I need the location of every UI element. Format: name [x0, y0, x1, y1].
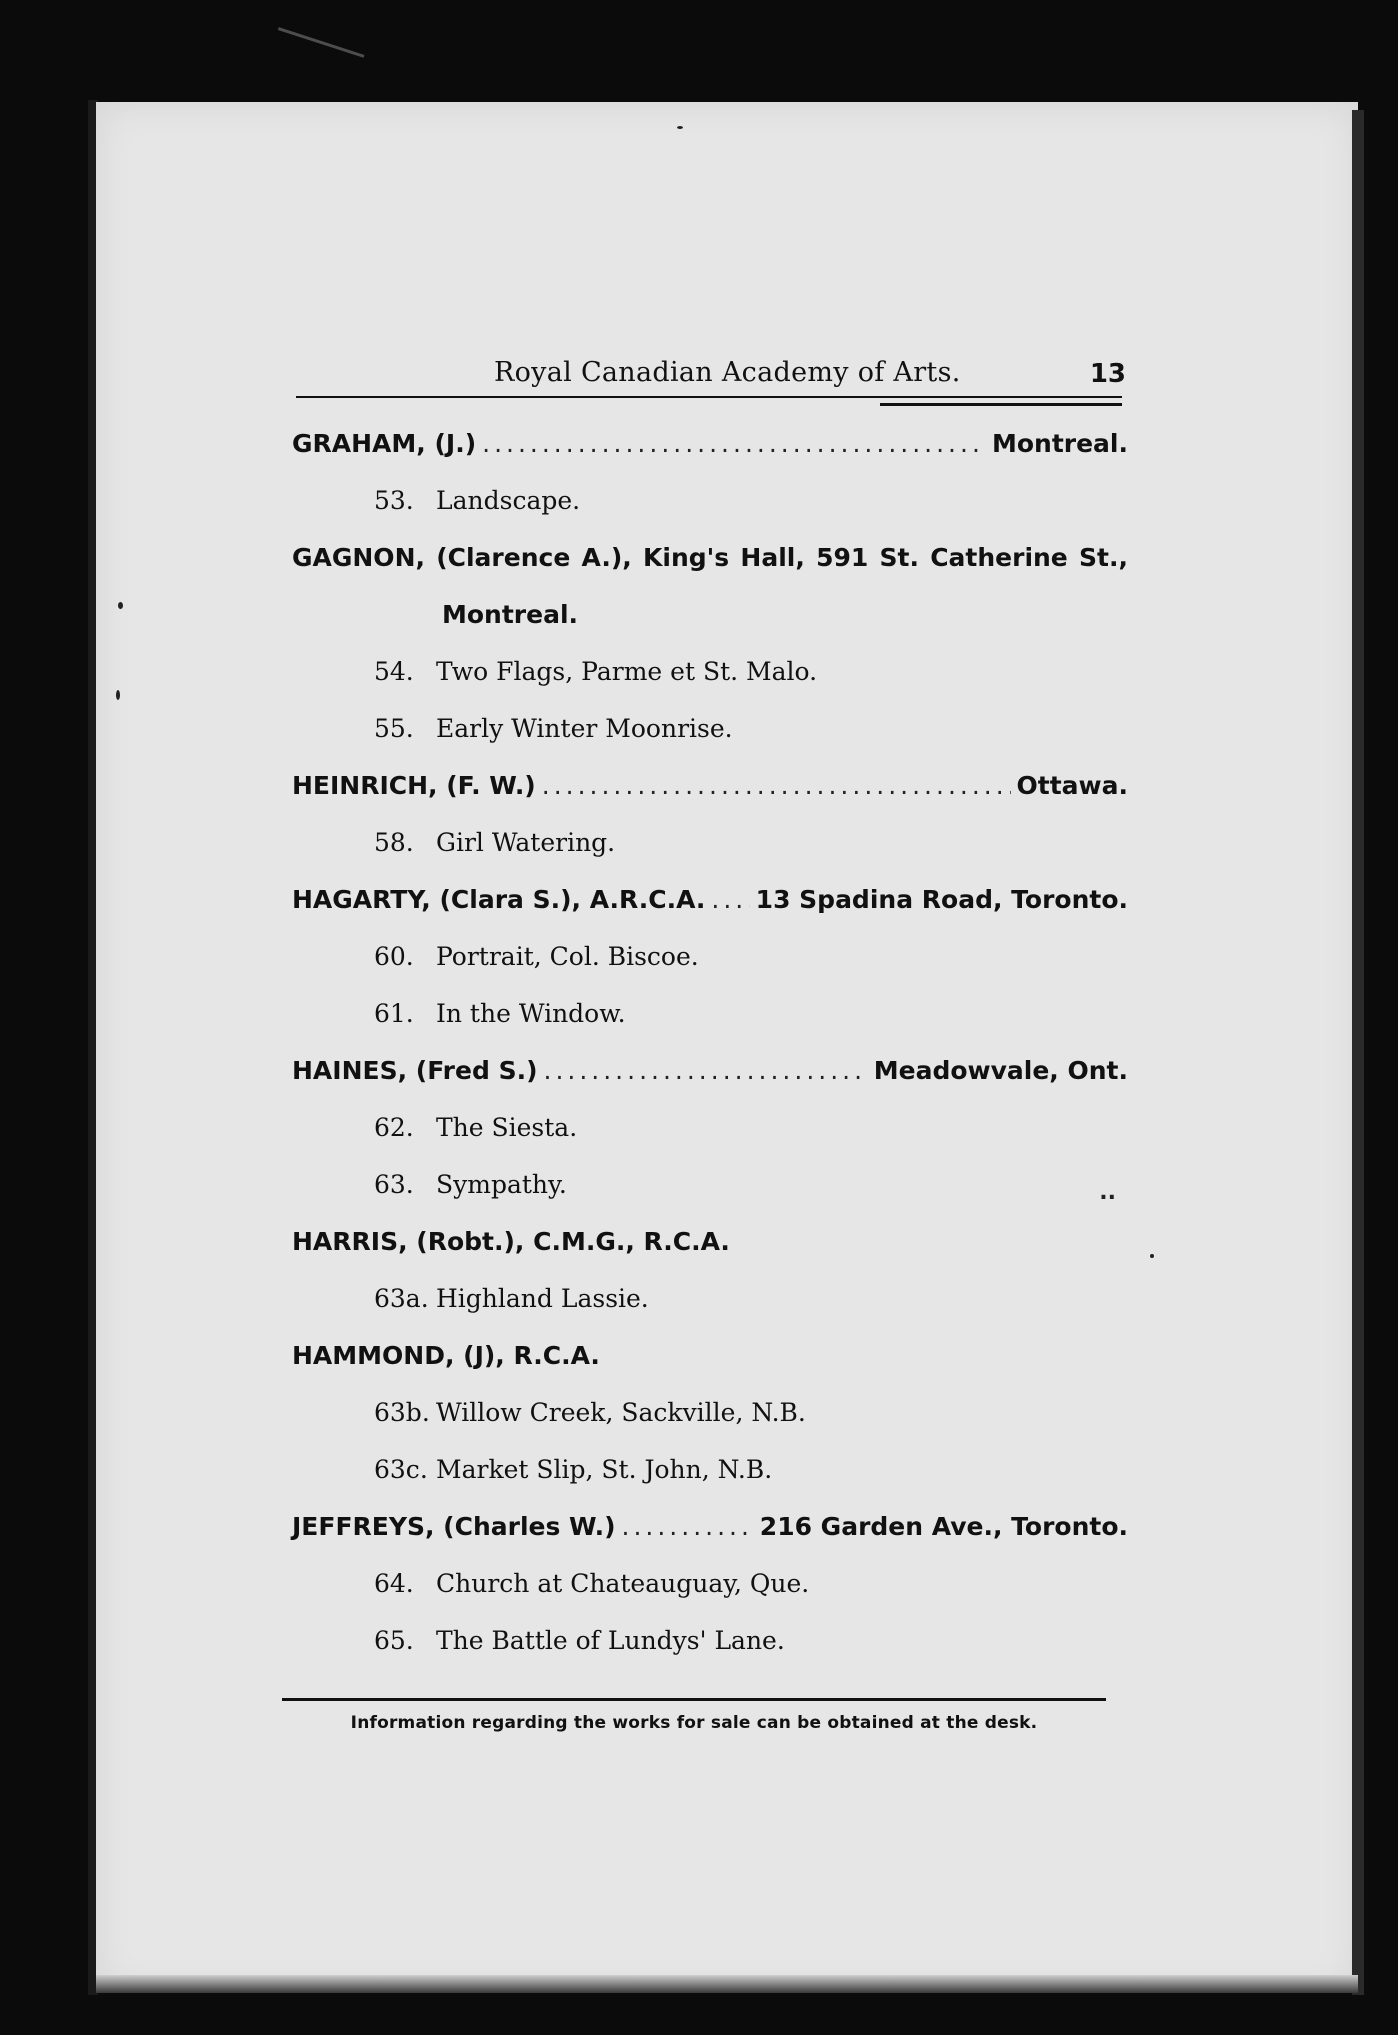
margin-speck — [118, 602, 123, 609]
work-title: Early Winter Moonrise. — [436, 714, 733, 743]
work-title: Portrait, Col. Biscoe. — [436, 942, 699, 971]
work-title: Sympathy. — [436, 1170, 567, 1199]
artist-list — [292, 415, 1128, 1669]
dot-leader — [482, 415, 986, 472]
work-item — [292, 700, 1128, 757]
artist-address-part: 591 — [816, 543, 869, 572]
work-item — [292, 1099, 1128, 1156]
work-item — [292, 472, 1128, 529]
margin-speck — [677, 126, 683, 129]
artist-location: Montreal. — [442, 600, 579, 629]
work-number: 60. — [374, 942, 414, 971]
margin-speck — [1150, 1254, 1154, 1258]
dot-leader — [711, 871, 749, 928]
work-number: 62. — [374, 1113, 414, 1142]
work-title: Two Flags, Parme et St. Malo. — [436, 657, 818, 686]
artist-name: HAGARTY, (Clara S.), A.R.C.A. — [292, 885, 706, 914]
work-title: The Siesta. — [436, 1113, 578, 1142]
artist-address-part: Hall, — [740, 543, 805, 572]
work-title: Willow Creek, Sackville, N.B. — [436, 1398, 806, 1427]
ditto-mark: .. — [1099, 1180, 1116, 1205]
artist-address-part: King's — [643, 543, 730, 572]
artist-address-part: St., — [1079, 543, 1128, 572]
artist-heading-hammond — [292, 1327, 1128, 1384]
artist-address-part: St. — [879, 543, 919, 572]
artist-heading-gagnon — [292, 529, 1128, 586]
artist-name-part: A.), — [581, 543, 632, 572]
page-footer — [282, 1698, 1106, 1733]
footer-rule — [282, 1698, 1106, 1701]
artist-heading-graham — [292, 415, 1128, 472]
work-item — [292, 1612, 1128, 1669]
page-number: 13 — [1089, 359, 1126, 389]
artist-name-part: GAGNON, — [292, 543, 425, 572]
margin-speck — [116, 690, 120, 700]
work-title: Market Slip, St. John, N.B. — [436, 1455, 773, 1484]
running-head-title: Royal Canadian Academy of Arts. — [494, 357, 961, 388]
work-number: 55. — [374, 714, 414, 743]
artist-name: HEINRICH, (F. W.) — [292, 771, 536, 800]
artist-location: 13 Spadina Road, Toronto. — [755, 885, 1128, 914]
work-item — [292, 1156, 1128, 1213]
work-title: Girl Watering. — [436, 828, 616, 857]
sale-information-note: Information regarding the works for sale can be obtained at the desk. — [350, 1713, 1038, 1733]
artist-name: HAMMOND, (J), R.C.A. — [292, 1341, 600, 1370]
work-number: 63. — [374, 1170, 414, 1199]
artist-name: JEFFREYS, (Charles W.) — [292, 1512, 616, 1541]
artist-address-part: Catherine — [930, 543, 1068, 572]
artist-location: Meadowvale, Ont. — [873, 1056, 1128, 1085]
page-bottom-shadow — [96, 1975, 1358, 1993]
work-title: Church at Chateauguay, Que. — [436, 1569, 810, 1598]
work-number: 54. — [374, 657, 414, 686]
work-number: 64. — [374, 1569, 414, 1598]
artist-heading-hagarty — [292, 871, 1128, 928]
artist-location: Montreal. — [991, 429, 1128, 458]
work-number: 63a. — [374, 1284, 429, 1313]
work-title: Highland Lassie. — [436, 1284, 649, 1313]
header-rule-accent — [880, 403, 1122, 406]
work-item — [292, 1270, 1128, 1327]
artist-location: 216 Garden Ave., Toronto. — [759, 1512, 1128, 1541]
artist-heading-haines — [292, 1042, 1128, 1099]
dot-leader — [622, 1498, 754, 1555]
artist-location: Ottawa. — [1016, 771, 1128, 800]
work-number: 53. — [374, 486, 414, 515]
dot-leader — [542, 757, 1011, 814]
artist-heading-harris — [292, 1213, 1128, 1270]
work-item — [292, 928, 1128, 985]
artist-heading-heinrich — [292, 757, 1128, 814]
artist-heading-jeffreys — [292, 1498, 1128, 1555]
artist-name-part: (Clarence — [436, 543, 571, 572]
work-title: Landscape. — [436, 486, 581, 515]
header-rule — [296, 396, 1122, 398]
work-item — [292, 985, 1128, 1042]
work-number: 63b. — [374, 1398, 430, 1427]
work-item — [292, 643, 1128, 700]
work-number: 58. — [374, 828, 414, 857]
work-item — [292, 814, 1128, 871]
work-item — [292, 1384, 1128, 1441]
work-item — [292, 1441, 1128, 1498]
work-title: In the Window. — [436, 999, 626, 1028]
artist-name: HARRIS, (Robt.), C.M.G., R.C.A. — [292, 1227, 730, 1256]
dot-leader — [544, 1042, 868, 1099]
work-number: 61. — [374, 999, 414, 1028]
page-right-edge — [1352, 110, 1364, 1995]
artist-name: GRAHAM, (J.) — [292, 429, 477, 458]
work-number: 63c. — [374, 1455, 428, 1484]
work-title: The Battle of Lundys' Lane. — [436, 1626, 785, 1655]
work-item — [292, 1555, 1128, 1612]
artist-name: HAINES, (Fred S.) — [292, 1056, 538, 1085]
work-number: 65. — [374, 1626, 414, 1655]
